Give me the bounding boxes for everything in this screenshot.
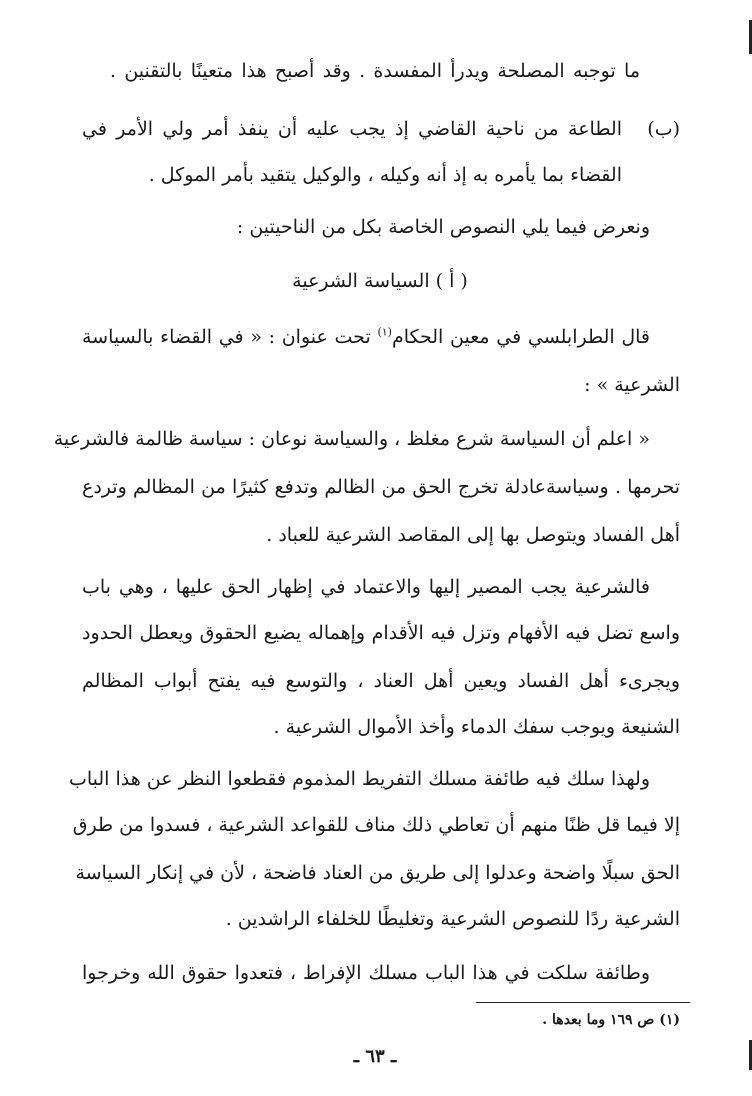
- text-line: إلا فيما قل ظنًا منهم أن تعاطي ذلك مناف للقواعد الشرعية ، فسدوا من طرق: [72, 814, 680, 836]
- text-line: تحرمها . وسياسةعادلة تخرج الحق من الظالم وتدفع كثيرًا من المظالم وتردع: [82, 476, 680, 498]
- text-line: الشنيعة ويوجب سفك الدماء وأخذ الأموال الشرعية .: [273, 716, 680, 738]
- text-line: الحق سبلًا واضحة وعدلوا إلى طريق من العناد فاضحة ، لأن في إنكار السياسة: [75, 862, 680, 884]
- footnote: (١) ص ١٦٩ وما بعدها .: [542, 1012, 680, 1028]
- footnote-ref: (١): [377, 325, 392, 339]
- footnote-separator: [476, 1002, 690, 1003]
- section-heading: ( أ ) السياسة الشرعية: [292, 270, 468, 292]
- text-line: الطاعة من ناحية القاضي إذ يجب عليه أن ينفذ أمر ولي الأمر في: [82, 118, 622, 140]
- text-line: ونعرض فيما يلي النصوص الخاصة بكل من الناحيتين :: [236, 216, 650, 238]
- text-line: ويجرىء أهل الفساد ويعين أهل العناد ، والتوسع فيه يفتح أبواب المظالم: [82, 670, 680, 692]
- text-line: أهل الفساد ويتوصل بها إلى المقاصد الشرعية للعباد .: [266, 524, 680, 546]
- item-marker: (ب): [647, 118, 680, 140]
- text-line: واسع تضل فيه الأفهام وتزل فيه الأقدام وإهماله يضيع الحقوق ويعطل الحدود: [82, 622, 680, 644]
- citation-line: [82, 322, 650, 352]
- citation-text: قال الطرابلسي في معين الحكام: [391, 326, 651, 348]
- text-line: ولهذا سلك فيه طائفة مسلك التفريط المذموم فقطعوا النظر عن هذا الباب: [68, 768, 650, 790]
- text-line: القضاء بما يأمره به إذ أنه وكيله ، والوكيل يتقيد بأمر الموكل .: [148, 164, 622, 186]
- text-line: ما توجبه المصلحة ويدرأ المفسدة . وقد أصبح هذا متعينًا بالتقنين .: [110, 60, 640, 82]
- text-line: الشرعية ردًا للنصوص الشرعية وتغليطًا للخلفاء الراشدين .: [225, 908, 680, 930]
- text-line: « اعلم أن السياسة شرع مغلظ ، والسياسة نوعان : سياسة ظالمة فالشرعية: [53, 428, 650, 450]
- text-line: فالشرعية يجب المصير إليها والاعتماد في إظهار الحق عليها ، وهي باب: [82, 576, 650, 598]
- page-number: ـ ٦٣ ـ: [353, 1046, 397, 1067]
- text-line: الشرعية » :: [584, 374, 680, 396]
- text-line: وطائفة سلكت في هذا الباب مسلك الإفراط ، فتعدوا حقوق الله وخرجوا: [82, 962, 650, 984]
- citation-text: تحت عنوان : « في القضاء بالسياسة: [82, 326, 378, 348]
